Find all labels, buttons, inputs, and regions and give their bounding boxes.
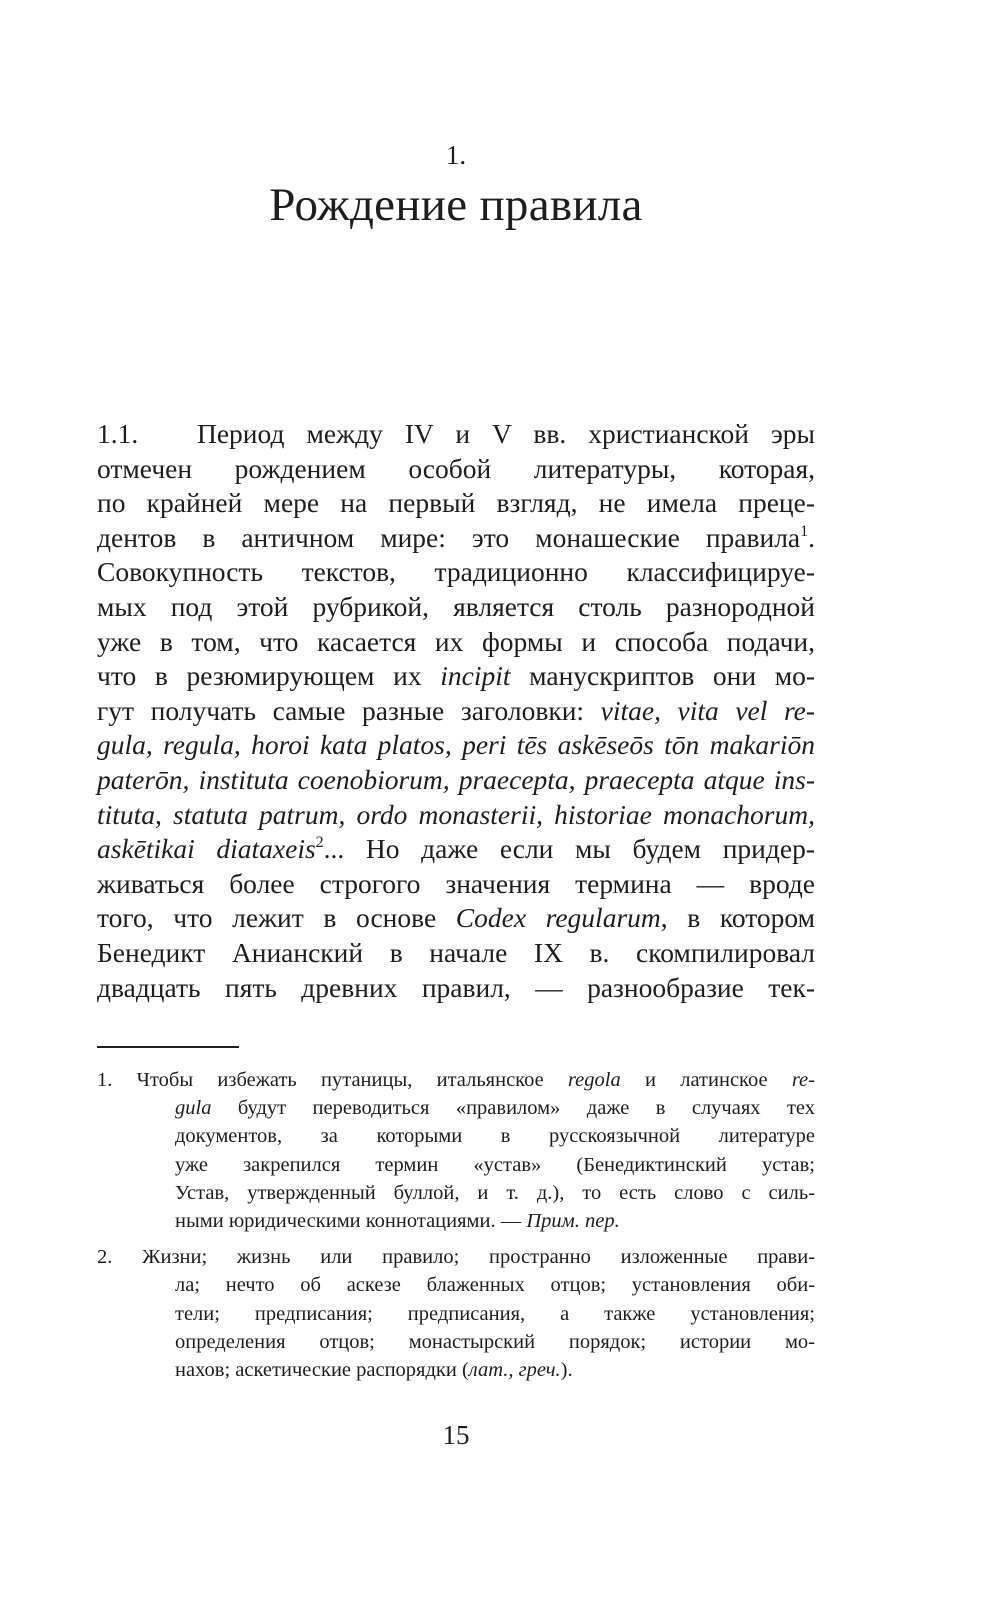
italic-text: tituta, statuta patrum, ordo monasterii, historiae monachorum,	[97, 798, 815, 830]
footnotes	[97, 1066, 815, 1392]
footnote	[97, 1066, 815, 1235]
italic-text: re-	[791, 1069, 815, 1091]
text-line	[97, 590, 815, 625]
text-line	[97, 694, 815, 729]
footnote-line	[97, 1271, 815, 1299]
text-run: Совокупность текстов, традиционно классифицируе-	[97, 556, 815, 588]
text-line	[97, 417, 815, 452]
text-line	[97, 936, 815, 971]
italic-text: askētikai diataxeis	[97, 833, 316, 865]
text-run: ).	[560, 1358, 573, 1381]
footnote-line	[97, 1094, 815, 1122]
text-line	[97, 763, 815, 798]
italic-text: paterōn, instituta coenobiorum, praecepta, praecepta atque ins-	[97, 763, 815, 795]
footnote-line	[97, 1151, 815, 1179]
footnote-line	[97, 1179, 815, 1207]
text-run: 2. Жизни; жизнь или правило; пространно изложенные прави-	[97, 1246, 815, 1269]
text-run: Устав, утвержденный буллой, и т. д.), то есть слово с силь-	[175, 1181, 815, 1204]
text-run: Период между IV и V вв. христианской эры	[175, 418, 815, 449]
text-run: определения отцов; монастырский порядок; истории мо-	[175, 1330, 815, 1353]
text-run: ла; нечто об аскезе блаженных отцов; установления оби-	[175, 1274, 815, 1297]
footnote-separator	[97, 1046, 239, 1048]
text-line	[97, 625, 815, 660]
italic-text: gula, regula, horoi kata platos, peri tēs askēseōs tōn makariōn	[97, 729, 815, 761]
footnote-line	[97, 1207, 815, 1235]
footnote-ref[interactable]: 1	[800, 522, 809, 540]
chapter-title: Рождение правила	[269, 179, 643, 231]
text-run: нахов; аскетические распорядки (	[175, 1358, 469, 1381]
footnote-line	[97, 1300, 815, 1328]
text-run: уже в том, что касается их формы и способа подачи,	[97, 625, 815, 657]
italic-text: gula	[175, 1097, 212, 1120]
text-run: манускриптов они мо-	[510, 660, 815, 692]
text-run: двадцать пять древних правил, — разнообразие тек-	[97, 971, 815, 1003]
italic-text: Codex regularum	[455, 902, 661, 934]
text-run: гут получать самые разные заголовки:	[97, 694, 601, 726]
footnote-ref[interactable]: 2	[315, 834, 324, 852]
text-line	[97, 971, 815, 1006]
text-run: Бенедикт Анианский в начале IX в. скомпилировал	[97, 936, 815, 968]
chapter-number: 1.	[445, 140, 467, 170]
text-run: мых под этой рубрикой, является столь разнородной	[97, 590, 815, 622]
text-run: документов, за которыми в русскоязычной литературе	[175, 1125, 815, 1148]
text-line	[97, 798, 815, 833]
text-line	[97, 867, 815, 902]
italic-text: лат., греч.	[468, 1358, 561, 1381]
footnote	[97, 1243, 815, 1384]
text-run: дентов в античном мире: это монашеские правила	[97, 521, 801, 553]
text-run: и латинское	[620, 1069, 792, 1091]
text-run: что в резюмирующем их	[97, 660, 441, 692]
text-run: того, что лежит в основе	[97, 902, 456, 934]
italic-text: Прим. пер.	[526, 1209, 620, 1232]
text-line	[97, 452, 815, 487]
text-line	[97, 832, 815, 867]
text-run: будут переводиться «правилом» даже в случаях тех	[211, 1097, 815, 1120]
text-run: уже закрепился термин «устав» (Бенедиктинский устав;	[175, 1153, 815, 1176]
italic-text: incipit	[440, 660, 511, 692]
footnote-line	[97, 1122, 815, 1150]
text-line	[97, 901, 815, 936]
italic-text: regola	[567, 1069, 621, 1091]
text-run: 1. Чтобы избежать путаницы, итальянское	[97, 1069, 568, 1091]
text-run: по крайней мере на первый взгляд, не имела преце-	[97, 487, 815, 519]
footnote-line	[97, 1328, 815, 1356]
text-run: ... Но даже если мы будем придер-	[323, 833, 816, 865]
footnote-line	[97, 1066, 815, 1094]
section-number: 1.1.	[97, 418, 139, 449]
page-number: 15	[442, 1420, 470, 1450]
footnote-line	[97, 1243, 815, 1271]
text-run: ными юридическими коннотациями. —	[175, 1209, 527, 1232]
italic-text: vitae, vita vel re-	[600, 694, 815, 726]
text-line	[97, 728, 815, 763]
text-run: живаться более строгого значения термина — вроде	[97, 867, 815, 899]
text-line	[97, 521, 815, 556]
footnote-line	[97, 1356, 815, 1384]
text-run: .	[808, 521, 815, 553]
text-run: , в котором	[660, 902, 815, 934]
body-text	[97, 417, 815, 1005]
text-line	[97, 659, 815, 694]
text-run: отмечен рождением особой литературы, которая,	[97, 452, 815, 484]
text-run: тели; предписания; предписания, а также установления;	[175, 1302, 815, 1325]
text-line	[97, 555, 815, 590]
text-line	[97, 486, 815, 521]
